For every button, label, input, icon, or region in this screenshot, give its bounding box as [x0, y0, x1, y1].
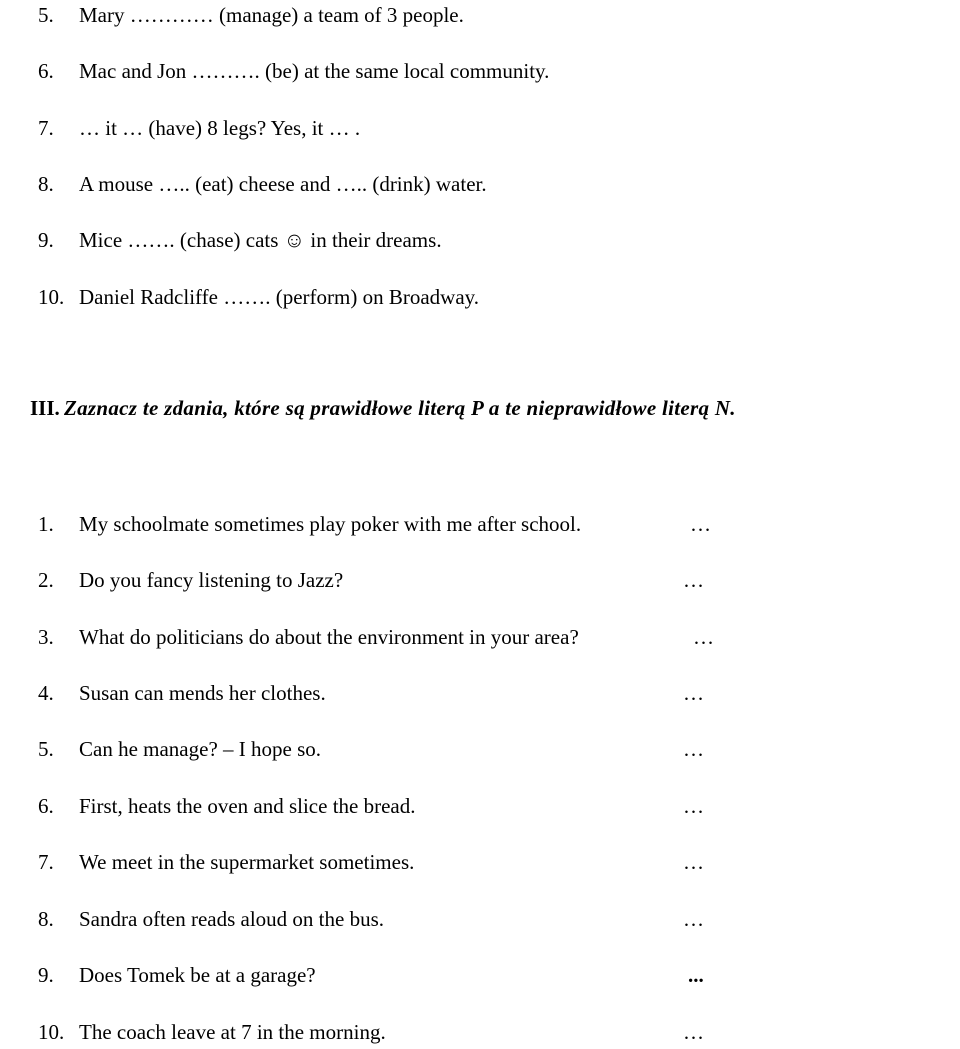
line-number: 3. [38, 625, 54, 649]
line-text: Mary ………… (manage) a team of 3 people. [79, 3, 464, 27]
line-text: The coach leave at 7 in the morning. [79, 1020, 386, 1044]
answer-blank: … [683, 907, 704, 931]
line-text: Mac and Jon ………. (be) at the same local community. [79, 59, 550, 83]
line-number: 10. [38, 1020, 65, 1044]
line-number: 5. [38, 3, 54, 27]
line-text: My schoolmate sometimes play poker with me after school. [79, 512, 582, 536]
line-number: 8. [38, 907, 54, 931]
line-number: 2. [38, 568, 54, 592]
line-text: A mouse ….. (eat) cheese and ….. (drink) water. [79, 172, 487, 196]
answer-blank: … [683, 794, 704, 818]
line-number: 5. [38, 737, 54, 761]
line-number: 7. [38, 116, 54, 140]
line-text: Mice ……. (chase) cats ☺ in their dreams. [79, 228, 442, 252]
line-text: Can he manage? – I hope so. [79, 737, 322, 761]
section-number: III. [30, 396, 60, 420]
answer-blank: … [693, 625, 714, 649]
answer-blank: … [683, 850, 704, 874]
section-instruction: Zaznacz te zdania, które są prawidłowe literą P a te nieprawidłowe literą N. [64, 396, 736, 420]
line-number: 9. [38, 963, 54, 987]
line-number: 4. [38, 681, 54, 705]
line-text: First, heats the oven and slice the bread. [79, 794, 416, 818]
line-number: 6. [38, 794, 54, 818]
answer-blank: … [683, 681, 704, 705]
line-text: Susan can mends her clothes. [79, 681, 326, 705]
line-text: Daniel Radcliffe ……. (perform) on Broadway. [79, 285, 480, 309]
answer-blank: … [683, 1020, 704, 1044]
line-text: … it … (have) 8 legs? Yes, it … . [79, 116, 361, 140]
line-text: Sandra often reads aloud on the bus. [79, 907, 385, 931]
line-number: 1. [38, 512, 54, 536]
line-text: We meet in the supermarket sometimes. [79, 850, 415, 874]
line-number: 9. [38, 228, 54, 252]
line-number: 7. [38, 850, 54, 874]
answer-blank: … [683, 737, 704, 761]
answer-blank: … [683, 568, 704, 592]
line-text: What do politicians do about the environment in your area? [79, 625, 579, 649]
line-number: 10. [38, 285, 65, 309]
line-number: 6. [38, 59, 54, 83]
answer-blank: … [690, 512, 711, 536]
line-number: 8. [38, 172, 54, 196]
line-text: Does Tomek be at a garage? [79, 963, 316, 987]
line-text: Do you fancy listening to Jazz? [79, 568, 344, 592]
answer-blank: ... [688, 963, 704, 987]
